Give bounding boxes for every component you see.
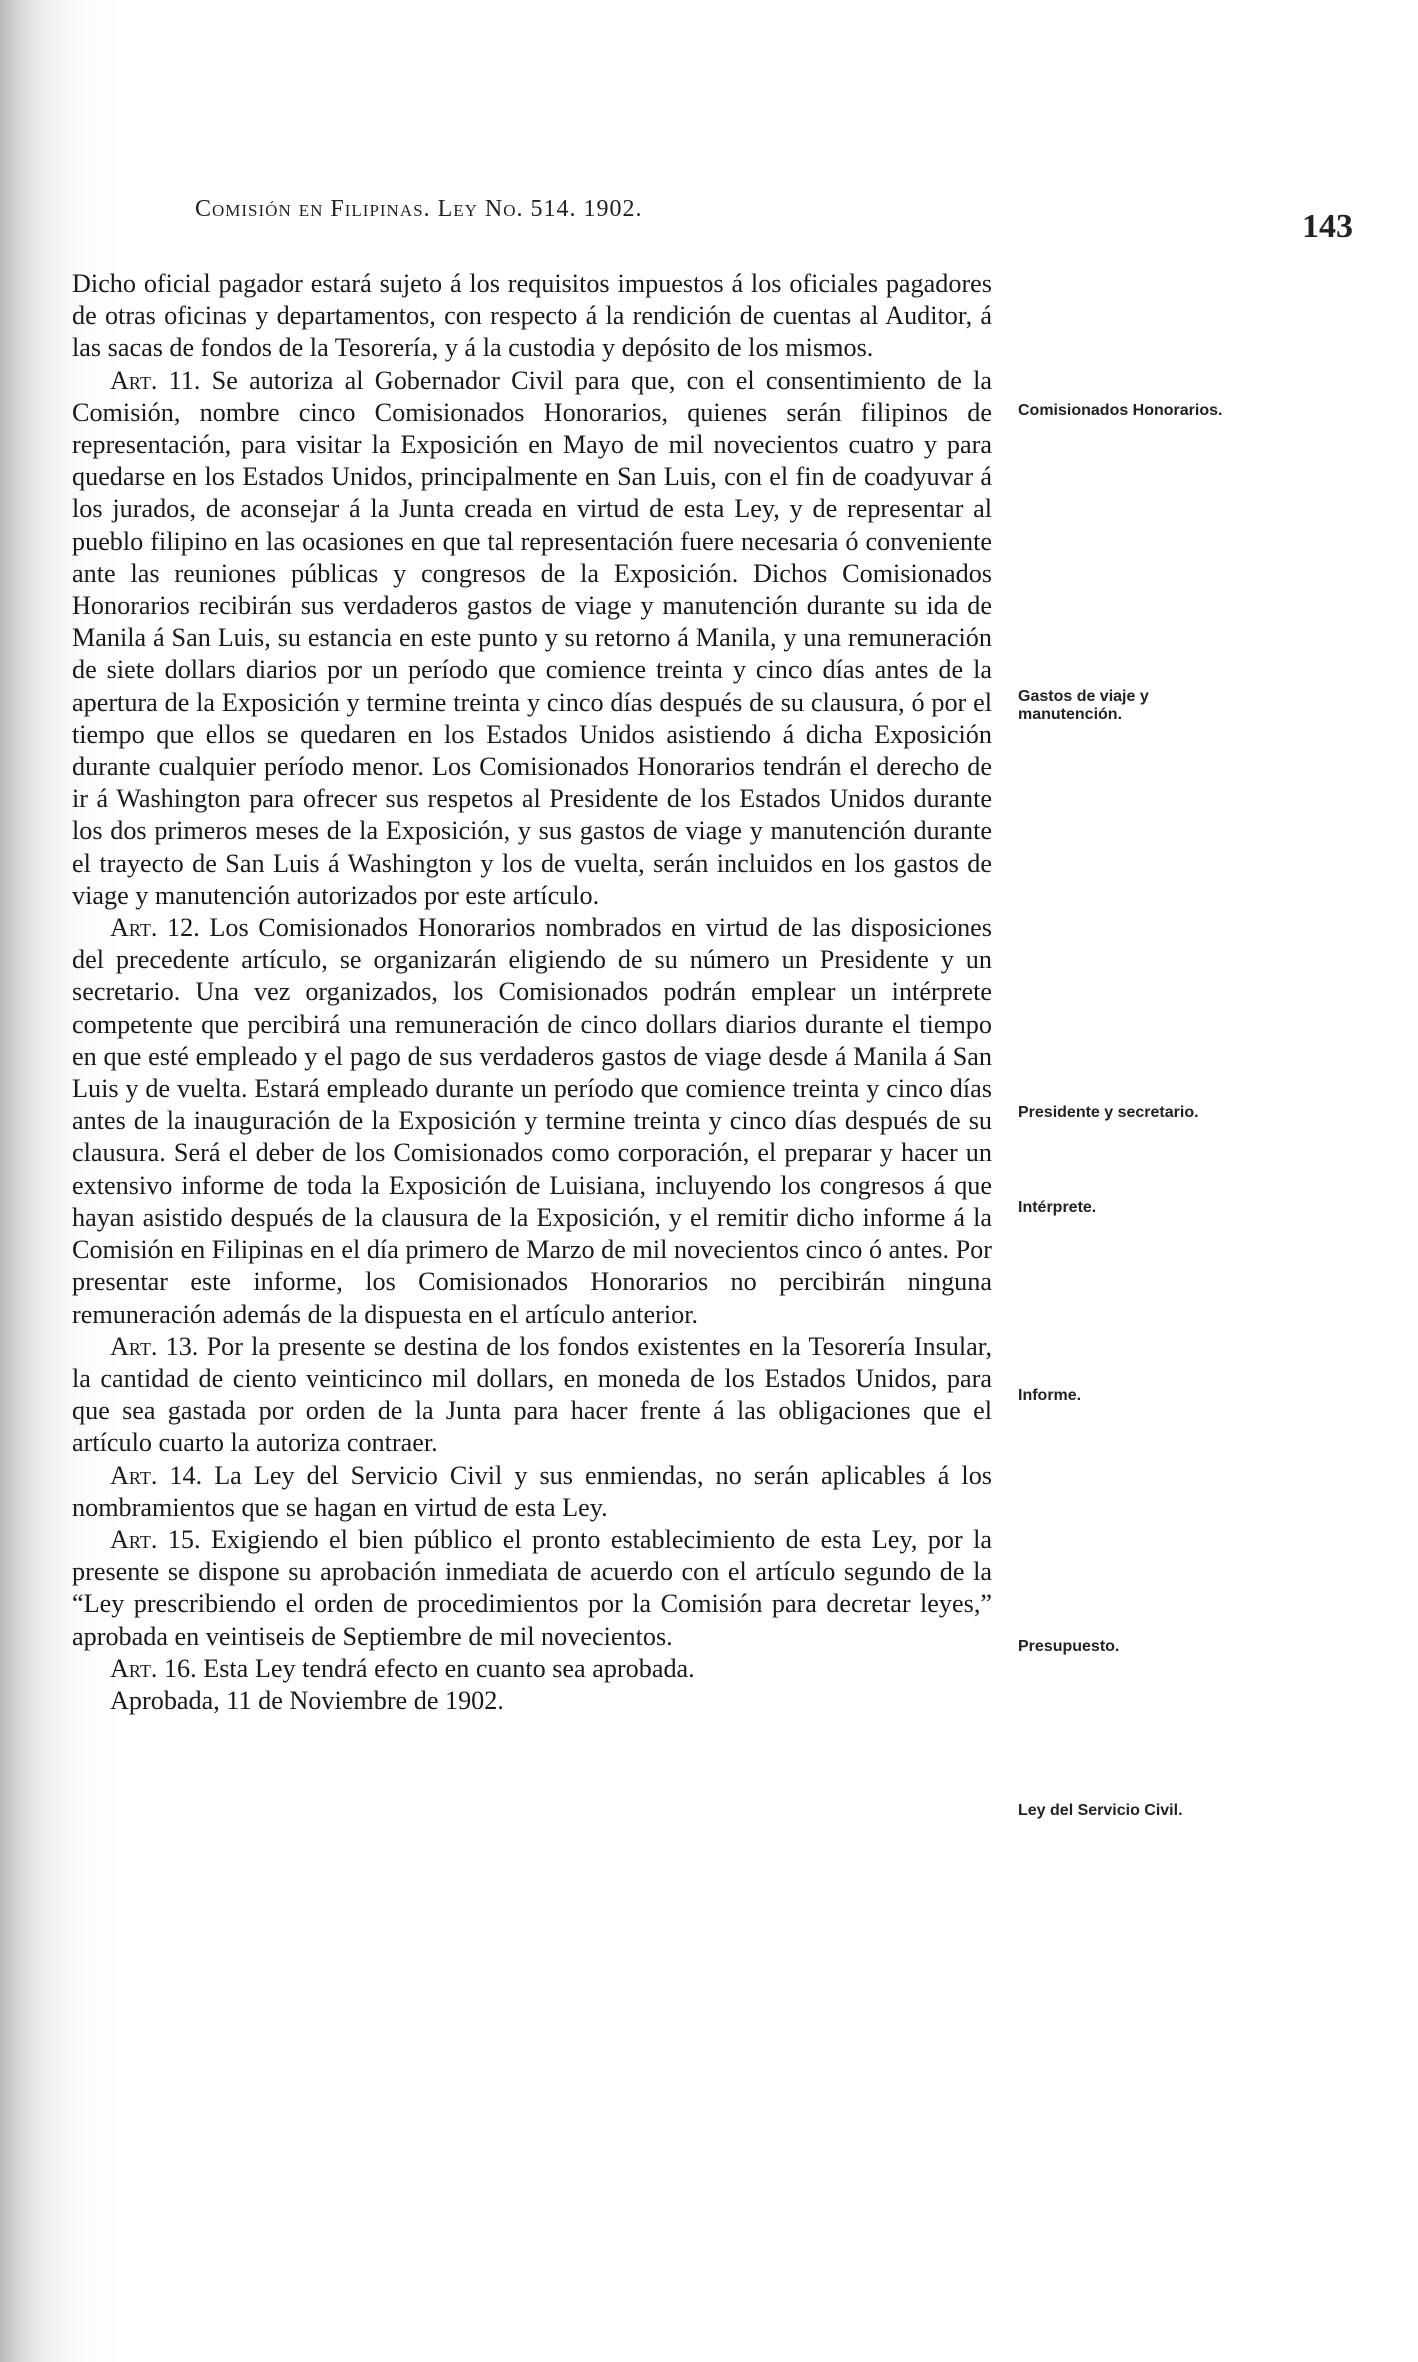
article-16-text: Esta Ley tendrá efecto en cuanto sea aprobada.: [196, 1653, 695, 1683]
article-11-label: Art. 11.: [110, 365, 201, 395]
article-15-label: Art. 15.: [110, 1524, 201, 1554]
article-13-label: Art. 13.: [110, 1331, 199, 1361]
margin-note-interprete: Intérprete.: [1018, 1199, 1097, 1216]
body-text: [72, 268, 992, 1717]
article-16: [72, 1653, 992, 1685]
article-12-text: Los Comisionados Honorarios nombrados en virtud de las disposiciones del precedente artículo, se organizarán eligiendo de su número un Presidente y un secretario. Una vez organizados, los Comisionados podrán emplear un intérprete competente que percibirá una remuneración de cinco dollars diarios durante el tiempo en que esté empleado y el pago de sus verdaderos gastos de viage desde á Manila á San Luis y de vuelta. Estará empleado durante un período que comience treinta y cinco días antes de la inauguración de la Exposición y termine treinta y cinco días después de su clausura. Será el deber de los Comisionados como corporación, el preparar y hacer un extensivo informe de toda la Exposición de Luisiana, incluyendo los congresos á que hayan asistido después de la clausura de la Exposición, y el remitir dicho informe á la Comisión en Filipinas en el día primero de Marzo de mil novecientos cinco ó antes. Por presentar este informe, los Comisionados Honorarios no percibirán ninguna remuneración además de la dispuesta en el artículo anterior.: [72, 913, 992, 1329]
margin-note-comisionados: Comisionados Honorarios.: [1018, 402, 1223, 419]
margin-note-gastos: Gastos de viaje y manutención.: [1018, 688, 1149, 723]
margin-note-informe: Informe.: [1018, 1387, 1082, 1404]
article-16-label: Art. 16.: [110, 1653, 197, 1683]
article-13: [72, 1331, 992, 1460]
article-12: [72, 912, 992, 1331]
margin-note-presidente: Presidente y secretario.: [1018, 1104, 1199, 1121]
page-number: 143: [1302, 208, 1353, 245]
article-11: [72, 365, 992, 912]
article-14-label: Art. 14.: [110, 1460, 203, 1490]
article-14: [72, 1460, 992, 1524]
article-15: [72, 1524, 992, 1653]
approval-date: Aprobada, 11 de Noviembre de 1902.: [110, 1685, 504, 1715]
article-11-text: Se autoriza al Gobernador Civil para que, con el consentimiento de la Comisión, nombre cinco Comisionados Honorarios, quienes serán filipinos de representación, para visitar la Exposición en Mayo de mil novecientos cuatro y para quedarse en los Estados Unidos, principalmente en San Luis, con el fin de coadyuvar á los jurados, de aconsejar á la Junta creada en virtud de esta Ley, y de representar al pueblo filipino en las ocasiones en que tal representación fuere necesaria ó conveniente ante las reuniones públicas y congresos de la Exposición. Dichos Comisionados Honorarios recibirán sus verdaderos gastos de viage y manutención durante su ida de Manila á San Luis, su estancia en este punto y su retorno á Manila, y una remuneración de siete dollars diarios por un período que comience treinta y cinco días antes de la apertura de la Exposición y termine treinta y cinco días después de su clausura, ó por el tiempo que ellos se quedaren en los Estados Unidos asistiendo á dicha Exposición durante cualquier período menor. Los Comisionados Honorarios tendrán el derecho de ir á Washington para ofrecer sus respetos al Presidente de los Estados Unidos durante los dos primeros meses de la Exposición, y sus gastos de viage y manutención durante el trayecto de San Luis á Washington y los de vuelta, serán incluidos en los gastos de viage y manutención autorizados por este artículo.: [72, 365, 992, 910]
article-13-text: Por la presente se destina de los fondos existentes en la Tesorería Insular, la cantidad de ciento veinticinco mil dollars, en moneda de los Estados Unidos, para que sea gastada por orden de la Junta para hacer frente á las obligaciones que el artículo cuarto la autoriza contraer.: [72, 1331, 992, 1458]
margin-note-presupuesto: Presupuesto.: [1018, 1638, 1120, 1655]
article-14-text: La Ley del Servicio Civil y sus enmiendas, no serán aplicables á los nombramientos que se hagan en virtud de esta Ley.: [72, 1460, 992, 1522]
running-head: Comisión en Filipinas. Ley No. 514. 1902.: [195, 196, 643, 222]
article-15-text: Exigiendo el bien público el pronto establecimiento de esta Ley, por la presente se dispone su aprobación inmediata de acuerdo con el artículo segundo de la “Ley prescribiendo el orden de procedimientos por la Comisión para decretar leyes,” aprobada en veintiseis de Septiembre de mil novecientos.: [72, 1524, 992, 1651]
paragraph-continuation: Dicho oficial pagador estará sujeto á los requisitos impuestos á los oficiales pagadores de otras oficinas y departamentos, con respecto á la rendición de cuentas al Auditor, á las sacas de fondos de la Tesorería, y á la custodia y depósito de los mismos.: [72, 269, 992, 363]
article-12-label: Art. 12.: [110, 913, 200, 943]
margin-note-servicio-civil: Ley del Servicio Civil.: [1018, 1802, 1183, 1819]
